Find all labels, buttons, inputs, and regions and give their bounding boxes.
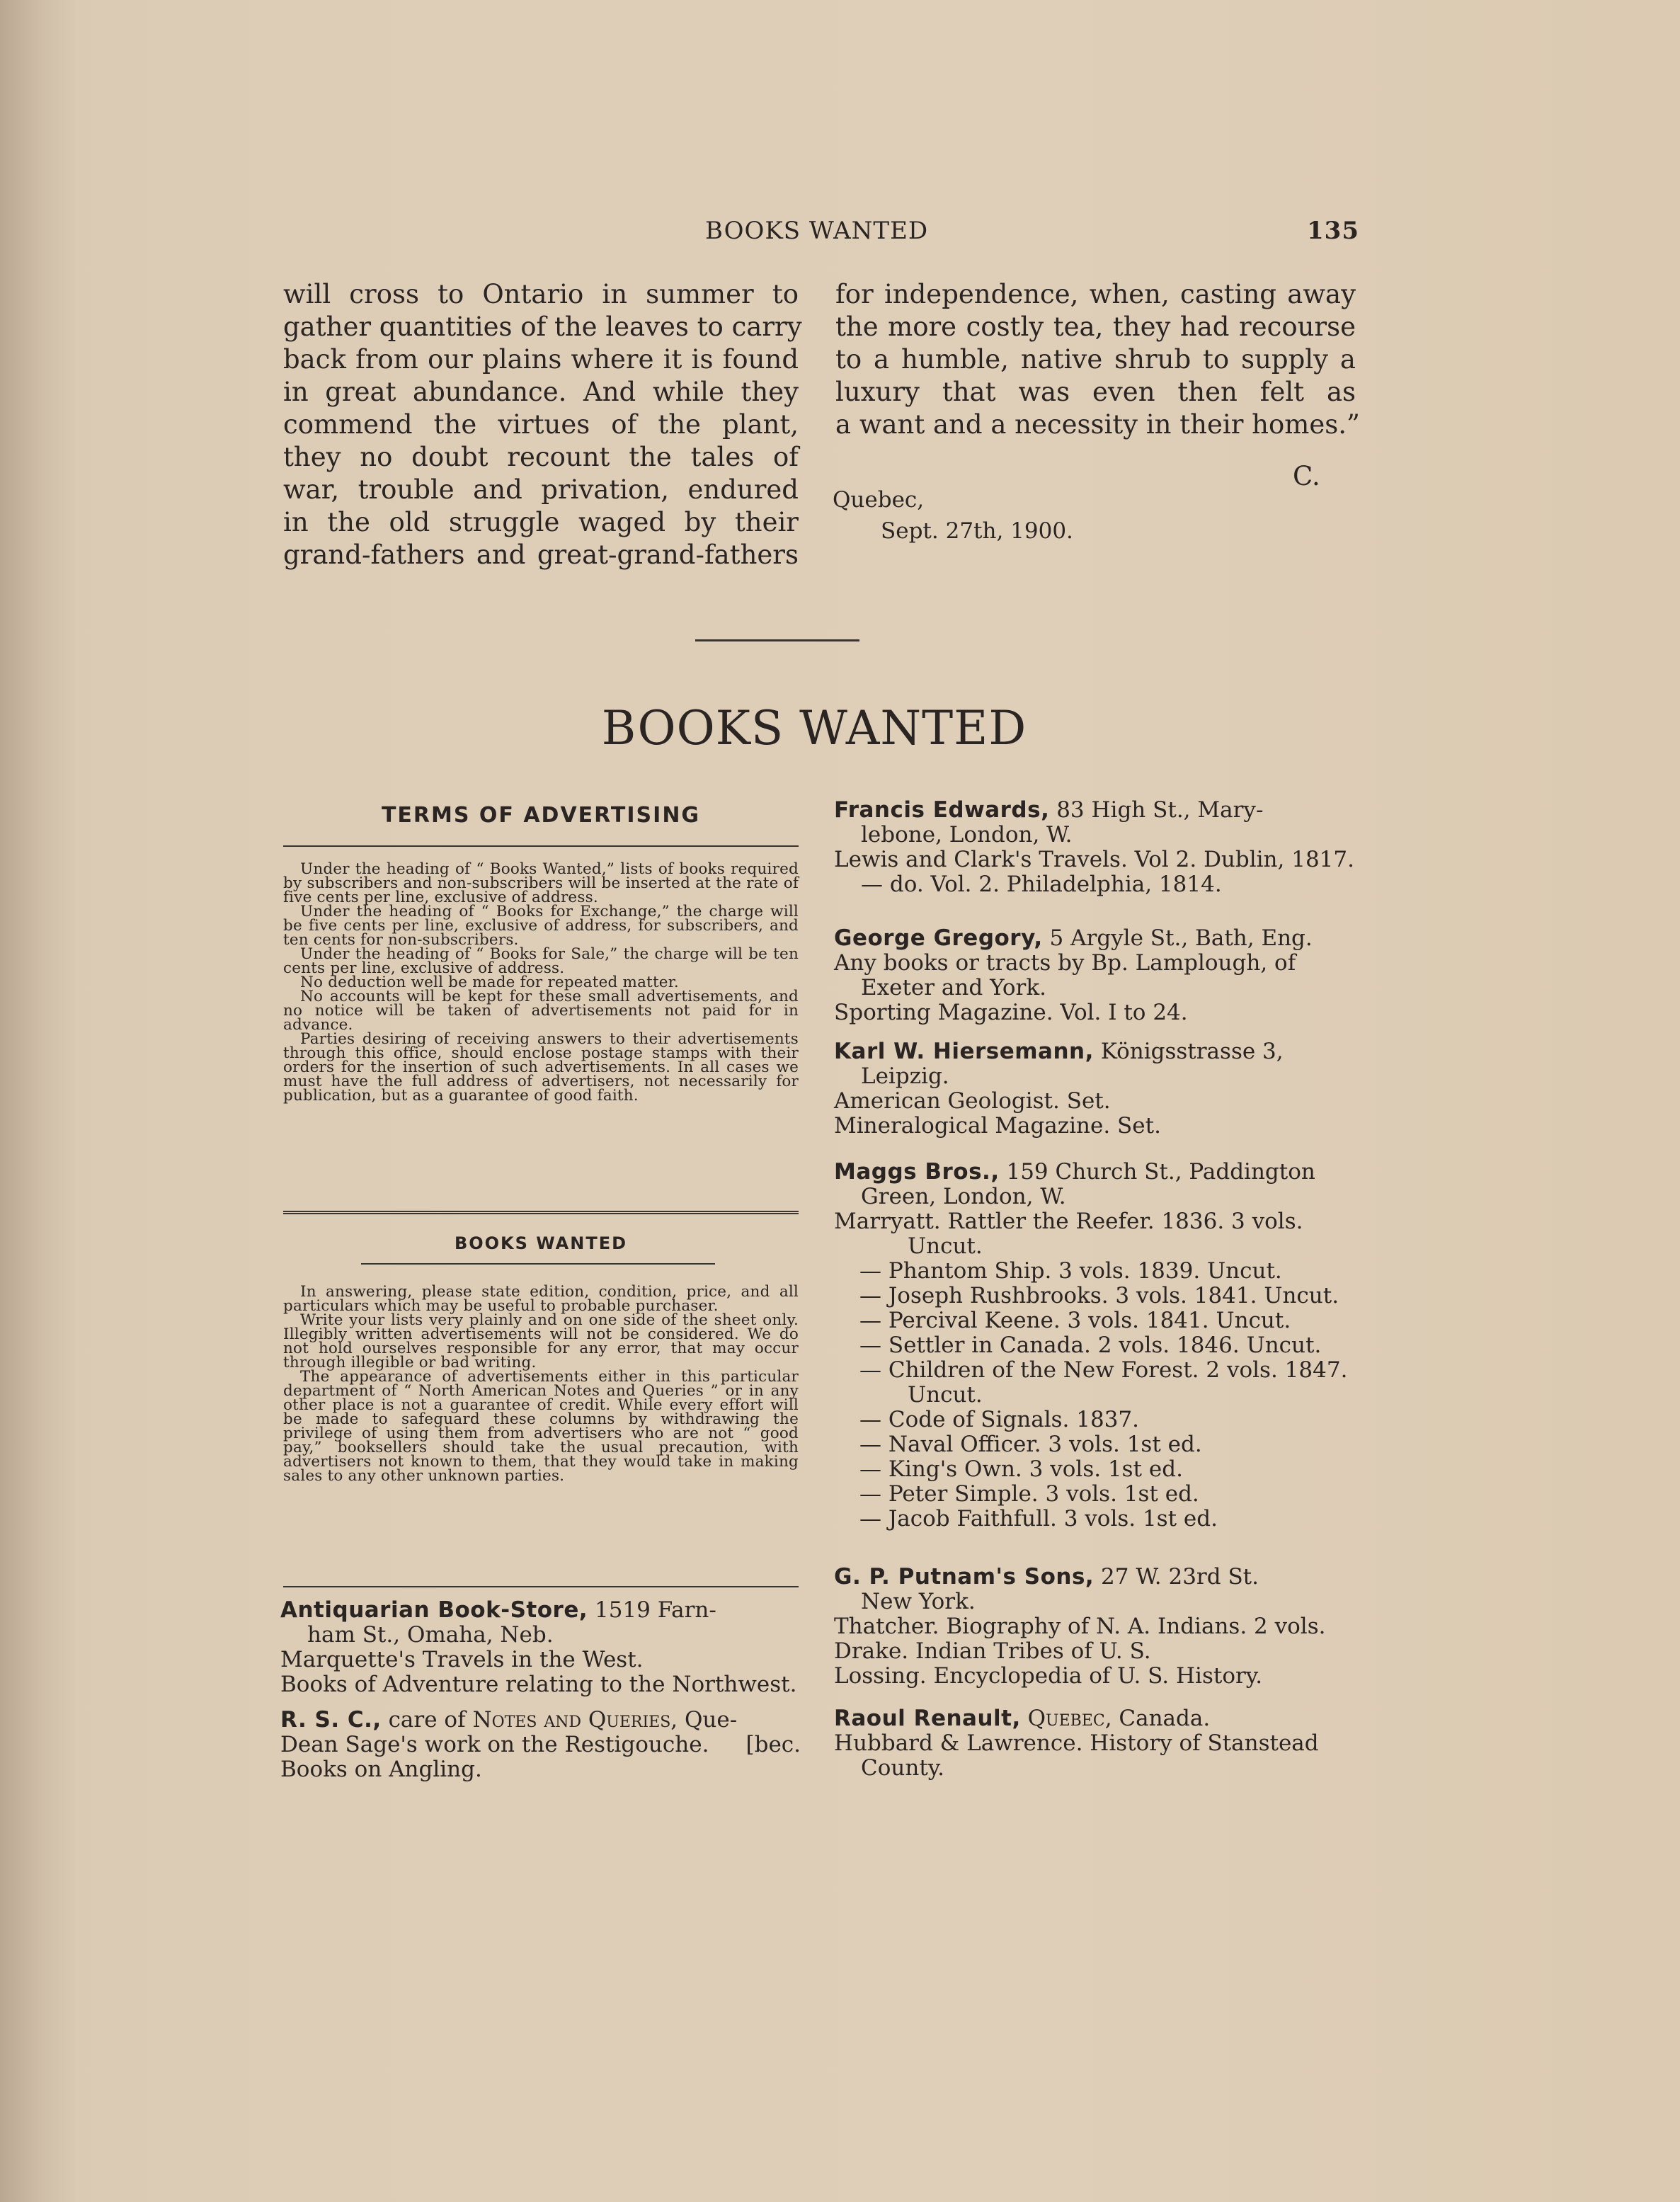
advertiser-name: George Gregory, <box>834 925 1043 951</box>
wanted-item-continuation: County. <box>861 1755 945 1781</box>
wanted-item: Sporting Magazine. Vol. I to 24. <box>834 1000 1188 1025</box>
wanted-item: — Code of Signals. 1837. <box>859 1407 1139 1432</box>
wanted-item: Drake. Indian Tribes of U. S. <box>834 1638 1151 1664</box>
terms-paragraph: Under the heading of “ Books for Sale,” the charge will be ten cents per line, exclusive of address. <box>283 945 799 977</box>
ad-karl-hiersemann <box>834 1039 1358 1139</box>
address-continuation: [bec. <box>745 1732 801 1757</box>
advertiser-name: Raoul Renault, <box>834 1706 1021 1731</box>
wanted-item-continuation: Exeter and York. <box>861 975 1046 1000</box>
wanted-item: — Settler in Canada. 2 vols. 1846. Uncut. <box>859 1333 1322 1358</box>
wanted-item: — Joseph Rushbrooks. 3 vols. 1841. Uncut. <box>859 1283 1339 1308</box>
terms-text <box>283 862 799 1103</box>
advertiser-address: care of <box>381 1707 473 1733</box>
essay-line: will cross to Ontario in summer to <box>283 279 799 309</box>
wanted-item: — Children of the New Forest. 2 vols. 1847. <box>859 1357 1348 1383</box>
advertiser-address: 83 High St., Mary- <box>1049 797 1264 823</box>
wanted-item: Mineralogical Magazine. Set. <box>834 1113 1161 1139</box>
essay-line: luxury that was even then felt as <box>835 377 1356 407</box>
advertiser-address: lebone, London, W. <box>861 822 1073 848</box>
advertiser-address: Leipzig. <box>861 1063 949 1089</box>
essay-line: the more costly tea, they had recourse <box>835 312 1356 342</box>
advertiser-name: Maggs Bros., <box>834 1159 1000 1185</box>
wanted-item: — Naval Officer. 3 vols. 1st ed. <box>859 1432 1202 1457</box>
advertiser-name: G. P. Putnam's Sons, <box>834 1564 1095 1590</box>
wanted-item: Lewis and Clark's Travels. Vol 2. Dublin, 1817. <box>834 847 1354 872</box>
wanted-item: — Phantom Ship. 3 vols. 1839. Uncut. <box>859 1258 1282 1284</box>
wanted-item: Books of Adventure relating to the Northwest. <box>280 1672 797 1697</box>
wanted-item: — Peter Simple. 3 vols. 1st ed. <box>859 1481 1199 1507</box>
essay-signature: C. <box>1293 461 1320 491</box>
terms-paragraph: No accounts will be kept for these small advertisements, and no notice will be taken of advertisements not paid for in advance. <box>283 988 799 1034</box>
running-title: BOOKS WANTED <box>705 217 929 245</box>
essay-line: they no doubt recount the tales of <box>283 442 799 472</box>
terms-paragraph: Under the heading of “ Books for Exchange,” the charge will be five cents per line, exclusive of address, for subscribers, and ten cents for non-subscribers. <box>283 903 799 949</box>
wanted-item: — Jacob Faithfull. 3 vols. 1st ed. <box>859 1506 1218 1531</box>
essay-left-column <box>283 278 802 571</box>
wanted-item: Marquette's Travels in the West. <box>280 1647 644 1672</box>
section-divider <box>695 639 859 641</box>
terms-paragraph: Under the heading of “ Books Wanted,” lists of books required by subscribers and non-subscribers will be inserted at the rate of five cents per line, exclusive of address. <box>283 860 799 906</box>
ad-putnams-sons <box>834 1565 1358 1689</box>
notice-heading: BOOKS WANTED <box>454 1233 628 1253</box>
notice-paragraph: In answering, please state edition, condition, price, and all particulars which may be useful to probable purchaser. <box>283 1283 799 1315</box>
essay-place: Quebec, <box>833 487 925 513</box>
advertiser-address: , Que- <box>670 1707 738 1733</box>
wanted-item: — do. Vol. 2. Philadelphia, 1814. <box>861 872 1222 897</box>
wanted-item-continuation: Uncut. <box>908 1233 983 1259</box>
wanted-item: Books on Angling. <box>280 1757 482 1782</box>
notice-rule-top <box>283 1211 799 1214</box>
wanted-item: Lossing. Encyclopedia of U. S. History. <box>834 1663 1263 1689</box>
wanted-item: — King's Own. 3 vols. 1st ed. <box>859 1456 1183 1482</box>
advertiser-name: Antiquarian Book-Store, <box>280 1597 588 1623</box>
essay-date: Sept. 27th, 1900. <box>881 518 1073 544</box>
essay-line: back from our plains where it is found <box>283 344 799 375</box>
wanted-item: Hubbard & Lawrence. History of Stanstead <box>834 1730 1319 1756</box>
advertiser-name: Karl W. Hiersemann, <box>834 1039 1094 1064</box>
wanted-item: Dean Sage's work on the Restigouche. <box>280 1732 709 1757</box>
terms-heading: TERMS OF ADVERTISING <box>381 803 701 828</box>
essay-line: in great abundance. And while they <box>283 377 799 407</box>
terms-paragraph: Parties desiring of receiving answers to their advertisements through this office, should enclose postage stamps with their orders for the insertion of such advertisements. In all cases we must have the full address of advertisers, not necessarily for publication, but as a guarantee of good faith. <box>283 1030 799 1105</box>
advertiser-name: R. S. C., <box>280 1707 382 1733</box>
essay-line: in the old struggle waged by their <box>283 507 799 537</box>
advertiser-address: 27 W. 23rd St. <box>1094 1564 1259 1590</box>
ad-raoul-renault <box>834 1706 1358 1781</box>
ad-francis-edwards <box>834 798 1358 897</box>
advertiser-address: New York. <box>861 1589 976 1614</box>
ad-antiquarian <box>280 1598 801 1697</box>
wanted-item: Marryatt. Rattler the Reefer. 1836. 3 vols. <box>834 1209 1303 1234</box>
ad-george-gregory <box>834 926 1358 1025</box>
essay-line: to a humble, native shrub to supply a <box>835 344 1356 375</box>
ad-maggs-bros <box>834 1160 1358 1531</box>
binding-shadow <box>0 0 78 2202</box>
essay-line: gather quantities of the leaves to carry <box>283 312 802 342</box>
terms-paragraph: No deduction well be made for repeated matter. <box>300 974 679 991</box>
running-head <box>283 212 1359 248</box>
advertiser-address: Notes and Queries <box>472 1707 671 1733</box>
wanted-item: American Geologist. Set. <box>834 1088 1111 1114</box>
advertiser-address: 159 Church St., Paddington <box>999 1159 1315 1185</box>
advertiser-address: , Canada. <box>1104 1706 1211 1731</box>
page-number: 135 <box>1307 217 1359 245</box>
advertiser-address: 5 Argyle St., Bath, Eng. <box>1042 925 1313 951</box>
essay-line: commend the virtues of the plant, <box>283 409 799 440</box>
notice-text <box>283 1285 799 1483</box>
wanted-item: — Percival Keene. 3 vols. 1841. Uncut. <box>859 1308 1291 1333</box>
wanted-item: Thatcher. Biography of N. A. Indians. 2 vols. <box>834 1614 1326 1639</box>
wanted-item-continuation: Uncut. <box>908 1382 983 1408</box>
wanted-item: Any books or tracts by Bp. Lamplough, of <box>834 950 1296 976</box>
terms-rule <box>283 845 799 847</box>
section-title: BOOKS WANTED <box>601 701 1027 755</box>
ad-rsc <box>280 1708 801 1782</box>
advertiser-address: Königsstrasse 3, <box>1093 1039 1284 1064</box>
advertiser-name: Francis Edwards, <box>834 797 1050 823</box>
essay-right-column <box>835 278 1360 441</box>
essay-line: war, trouble and privation, endured <box>283 474 799 505</box>
advertiser-address: Green, London, W. <box>861 1184 1066 1209</box>
notice-rule-short <box>361 1263 715 1265</box>
essay-line: grand-fathers and great-grand-fathers <box>283 540 799 570</box>
advertiser-address: ham St., Omaha, Neb. <box>307 1622 554 1648</box>
notice-rule-bottom <box>283 1586 799 1587</box>
advertiser-address: 1519 Farn- <box>588 1597 716 1623</box>
essay-line: a want and a necessity in their homes.” <box>835 409 1360 440</box>
notice-paragraph: Write your lists very plainly and on one side of the sheet only. Illegibly written advertisements will not be considered. We do not hold ourselves responsible for any error, that may occur through illegible or bad writing. <box>283 1311 799 1371</box>
notice-paragraph: The appearance of advertisements either in this particular department of “ North American Notes and Queries ” or in any other place is not a guarantee of credit. While every effort will be made to safeguard these columns by withdrawing the privilege of using them from advertisers who are not “ good pay,” booksellers should take the usual precaution, with advertisers not known to them, that they would take in making sales to any other unknown parties. <box>283 1368 799 1485</box>
advertiser-address: Quebec <box>1027 1706 1105 1731</box>
essay-line: for independence, when, casting away <box>835 279 1356 309</box>
